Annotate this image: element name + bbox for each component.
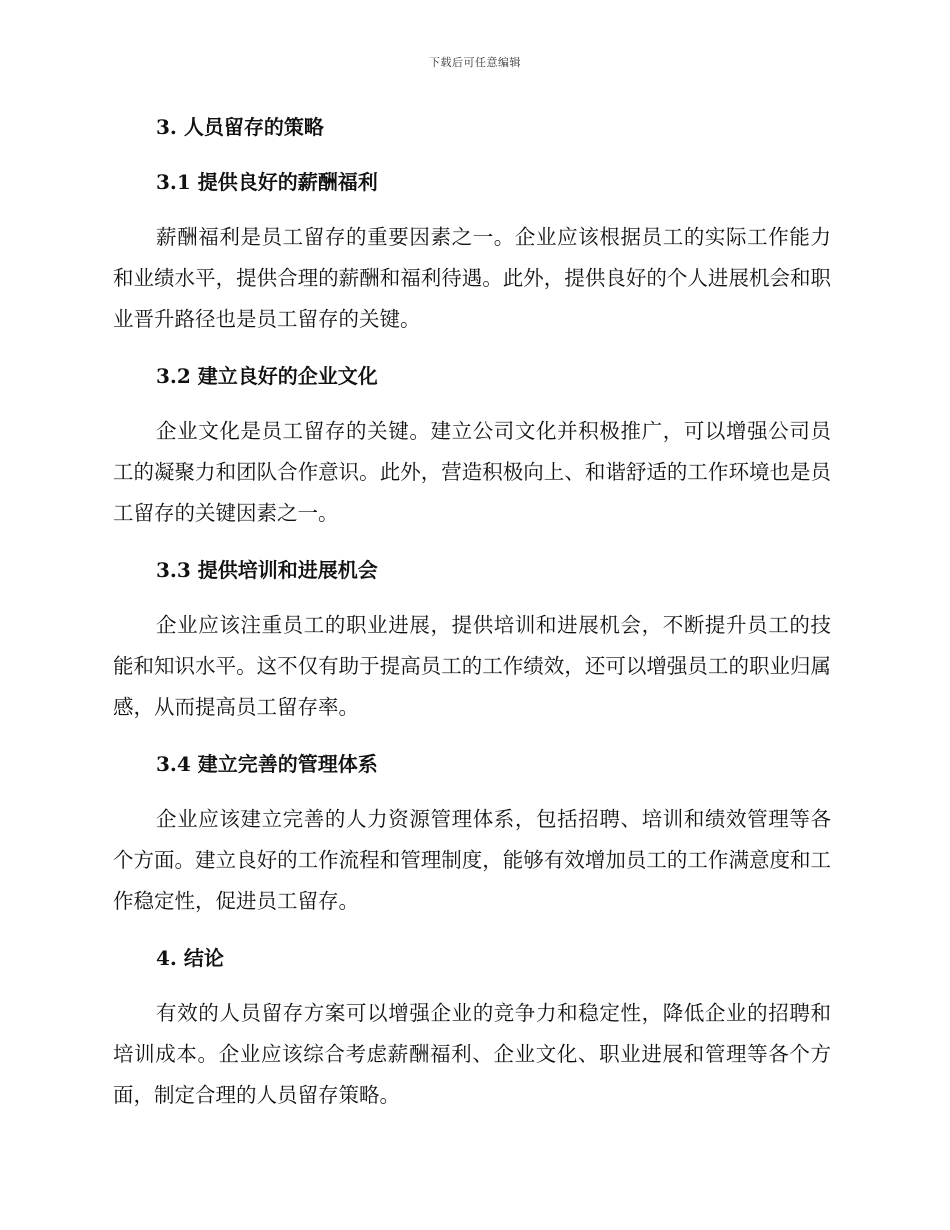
subsection-heading-3-2: 3.2 建立良好的企业文化 <box>156 364 378 388</box>
subsection-heading-3-4: 3.4 建立完善的管理体系 <box>156 752 378 776</box>
page-header-watermark: 下载后可任意编辑 <box>429 56 521 69</box>
document-body <box>113 108 831 1116</box>
section-heading-4: 4. 结论 <box>156 946 224 970</box>
subsection-heading-3-3: 3.3 提供培训和进展机会 <box>156 558 378 582</box>
section-heading-3: 3. 人员留存的策略 <box>156 115 324 139</box>
subsection-heading-3-1: 3.1 提供良好的薪酬福利 <box>156 170 378 194</box>
paragraph-3-2: 企业文化是员工留存的关键。建立公司文化并积极推广，可以增强公司员工的凝聚力和团队合作意识。此外，营造积极向上、和谐舒适的工作环境也是员工留存的关键因素之一。 <box>113 419 831 525</box>
paragraph-3-4: 企业应该建立完善的人力资源管理体系，包括招聘、培训和绩效管理等各个方面。建立良好的工作流程和管理制度，能够有效增加员工的工作满意度和工作稳定性，促进员工留存。 <box>113 807 831 913</box>
paragraph-4-conclusion: 有效的人员留存方案可以增强企业的竞争力和稳定性，降低企业的招聘和培训成本。企业应该综合考虑薪酬福利、企业文化、职业进展和管理等各个方面，制定合理的人员留存策略。 <box>113 1001 831 1107</box>
paragraph-3-3: 企业应该注重员工的职业进展，提供培训和进展机会，不断提升员工的技能和知识水平。这不仅有助于提高员工的工作绩效，还可以增强员工的职业归属感，从而提高员工留存率。 <box>113 613 831 719</box>
paragraph-3-1: 薪酬福利是员工留存的重要因素之一。企业应该根据员工的实际工作能力和业绩水平，提供合理的薪酬和福利待遇。此外，提供良好的个人进展机会和职业晋升路径也是员工留存的关键。 <box>113 225 831 331</box>
